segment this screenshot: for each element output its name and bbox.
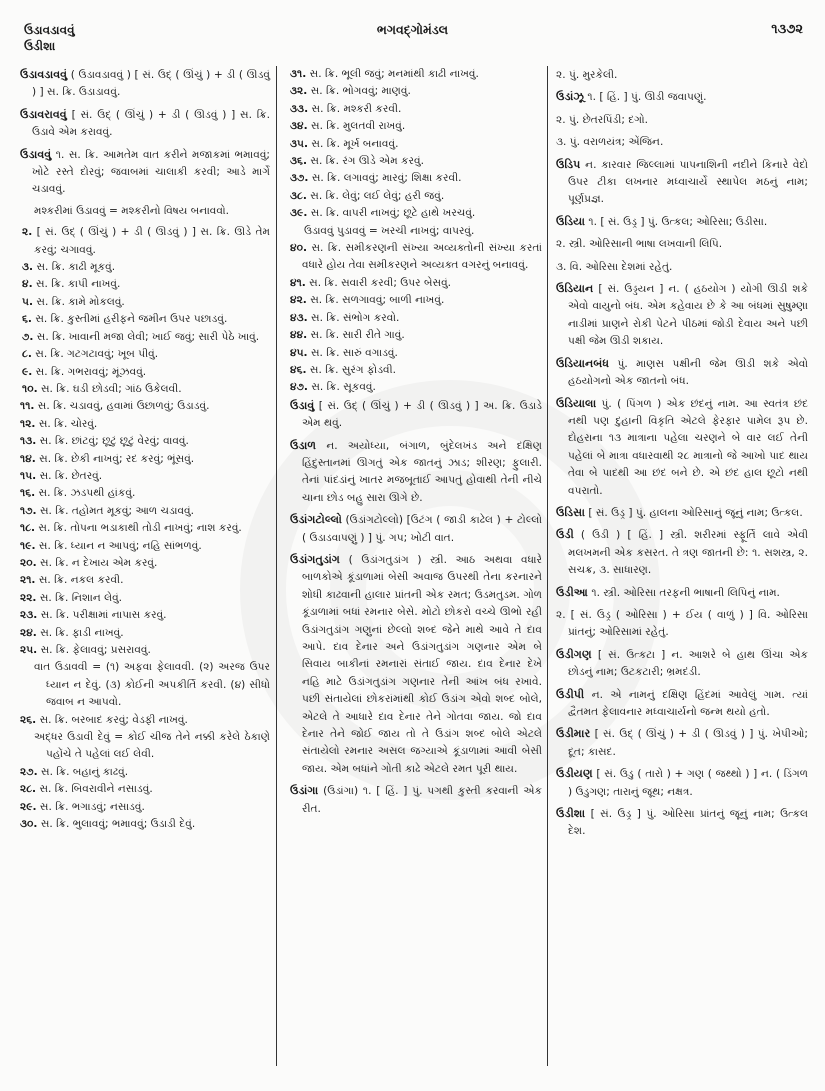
- headword: ઉડિયાલા: [556, 396, 597, 410]
- definition: (ઉડાંગટોલ્લો) [ઉટંગ ( જાડી કાઢેલ ) + ટોલ્લો ( ઉડાડવાપણું ) ] પું. ગપ; ખોટી વાત.: [302, 514, 542, 544]
- sense: ૪૪. સ. ક્રિ. સારી રીતે ગાવું.: [290, 329, 405, 342]
- column-divider: [547, 66, 548, 1066]
- definition: [ સં. ઉદ્ ( ઊંચું ) + ડી ( ઊડવું ) ] સ. ક્રિ. ઉડાવે એમ કરાવવું.: [32, 108, 270, 139]
- dictionary-entry: [556, 646, 808, 682]
- idiom: ઉડાવવું પુડાવવું = ખરચી નાખવું; વાપરવું.: [304, 224, 475, 237]
- sense: ૪૩. સ. ક્રિ. સંભોગ કરવો.: [290, 311, 400, 324]
- definition: ૨. પું. છેતરપિંડી; દગો.: [556, 113, 648, 126]
- sense: ૩૧. સ. ક્રિ. ભૂલી જવું; મનમાંથી કાઢી નાખવું.: [290, 68, 479, 80]
- sense: ૩. સ. ક્રિ. કાઢી મૂકવું.: [22, 261, 116, 274]
- definition: ૧. [ હિં. ] પું. ઊડી જવાપણું.: [587, 91, 707, 104]
- headword: ઉડાંગટોલ્લો: [290, 513, 342, 527]
- sense: ૪૦. સ. ક્રિ. સમીકરણની સંખ્યા અવ્યક્તોની સંખ્યા કરતાં વધારે હોય તેવા સમીકરણને અવ્યક્ત વગરનું બનાવવું.: [290, 242, 542, 272]
- dictionary-entry: [556, 280, 808, 351]
- definition: ૨. [ સં. ઉડ્ર ( ઓરિસા ) + ઈય ( વાળું ) ] વિ. ઓરિસા પ્રાંતનું; ઓરિસામાં રહેતું.: [556, 608, 808, 639]
- headword: ઉડાવરાવવું: [20, 107, 67, 121]
- dictionary-entry: [556, 606, 808, 642]
- definition: (ઉડાંગા) ૧. [ હિં. ] પું. પગથી કુસ્તી કરવાની એક રીત.: [302, 785, 542, 815]
- dictionary-entry: [556, 395, 808, 500]
- sense: ૧૩. સ. ક્રિ. છાંટવું; છૂટું છૂટું વેરવું; વાવવું.: [20, 435, 189, 448]
- sense: ૨૪. સ. ક્રિ. ફાડી નાખવું.: [20, 626, 124, 639]
- sense: ૮. સ. ક્રિ. ગટગટાવવું; ખૂબ પીવું.: [22, 348, 159, 361]
- sense: ૩૪. સ. ક્રિ. મુલતવી રાખવું.: [290, 120, 406, 133]
- headword: ઉડીયણ: [556, 767, 593, 781]
- dictionary-entry: [556, 526, 808, 579]
- page-number: ૧૩૭૨: [771, 22, 803, 37]
- sense: ૧૧. સ. ક્રિ. ચડાવવું, હવામાં ઉછાળવું; ઉડાડવું.: [20, 400, 210, 413]
- definition: [ સં. ઉદ્ ( ઊંચું ) + ડી ( ઊડવું ) ] અ. ક્રિ. ઉડાડે એમ થવું.: [302, 399, 542, 430]
- sense: ૪૫. સ. ક્રિ. સારું વગાડવું.: [290, 346, 398, 359]
- sense: ૧૮. સ. ક્રિ. તોપના ભડાકાથી તોડી નાખવું; નાશ કરવું.: [20, 522, 242, 535]
- dictionary-entry: [556, 725, 808, 761]
- dictionary-entry: [290, 397, 542, 433]
- dictionary-entry: [20, 146, 270, 199]
- sense: ૪૨. સ. ક્રિ. સળગાવવું; બાળી નાખવું.: [290, 294, 445, 307]
- definition: ન. કારવાર જિલ્લામાં પાપનાશિની નદીને કિનારે વેદો ઉપર ટીકા લખનાર મધ્વાચાર્યે સ્થાપેલ મઠનું નામ; પૂર્ણપ્રજ્ઞ.: [568, 158, 808, 206]
- sense: ૨૯. સ. ક્રિ. ભગાડવું; નસાડવું.: [20, 800, 145, 813]
- definition: [ સં. ઉડ્ર ] પું. હાલના ઓરિસાનું જૂનું નામ; ઉત્કલ.: [588, 506, 803, 519]
- column-divider: [276, 66, 277, 1066]
- sense: ૨. [ સં. ઉદ્ ( ઊંચું ) + ડી ( ઊડવું ) ] સ. ક્રિ. ઊડે તેમ કરવું; ચગાવવું.: [22, 226, 271, 256]
- sense: ૩૮. સ. ક્રિ. લેવું; લઈ લેવું; હરી જવું.: [290, 189, 445, 202]
- definition: ૩. વિ. ઓરિસા દેશમાં રહેતું.: [556, 260, 673, 273]
- headword: ઉડિપ: [556, 157, 581, 171]
- sense: ૧૦. સ. ક્રિ. ઘડી છોડવી; ગાંઠ ઉકેલવી.: [22, 382, 182, 395]
- sense: ૨૨. સ. ક્રિ. નિશાન લેવું.: [20, 591, 123, 604]
- dictionary-entry: [290, 437, 542, 508]
- definition: પું. ( પિંગળ ) એક છંદનું નામ. આ સ્વતંત્ર છંદ નથી પણ દુહાની વિકૃતિ એટલે ફેરફાર પામેલ રૂપ છે. દોહરાના ૧૩ માત્રાના પહેલા ચરણને બે વાર લઈ તેની પહેલાં બે માત્રા વધારવાથી ૨૮ માત્રાનો જે આખો પાદ થાય તેવા બે પાદથી આ છંદ બને છે. એ છંદ હાલ છૂટો નથી વપરાતો.: [568, 397, 808, 497]
- headword: ઉડી: [556, 528, 574, 542]
- headword: ઉડાવવું: [20, 147, 52, 161]
- sense: ૭. સ. ક્રિ. ખાવાની મજા લેવી; ખાઈ જવું; સારી પેઠે ખાવું.: [22, 330, 260, 343]
- dictionary-entry: [556, 66, 808, 84]
- sense: ૧૯. સ. ક્રિ. ધ્યાન ન આપવું; નહિ સાંભળવું.: [20, 539, 202, 552]
- headword: ઉડીશા: [556, 807, 586, 821]
- dictionary-entry: [556, 765, 808, 801]
- headword: ઉડિયાન: [556, 282, 594, 296]
- column-3: [556, 66, 808, 845]
- guide-word-first: ઉડાવડાવવું: [24, 23, 75, 37]
- sense: ૪૧. સ. ક્રિ. સવારી કરવી; ઉપર બેસવું.: [290, 276, 452, 289]
- dictionary-entry: [556, 213, 808, 231]
- definition: ૨. સ્ત્રી. ઓરિસાની ભાષા લખવાની લિપિ.: [556, 238, 723, 251]
- definition: [ સં. ઉડુ ( તારો ) + ગણ ( જથ્થો ) ] ન. ( ડિંગળ ) ઉડુગણ; તારાનું જૂથ; નક્ષત્ર.: [568, 768, 808, 798]
- definition: [ સં. ઉડ્ર ] પું. ઓરિસા પ્રાંતનું જૂનું નામ; ઉત્કલ દેશ.: [568, 808, 809, 838]
- sense: ૩૬. સ. ક્રિ. રંગ ઊડે એમ કરવું.: [290, 155, 424, 168]
- sense: ૩૩. સ. ક્રિ. મશ્કરી કરવી.: [290, 102, 402, 115]
- definition: ( ઉડાવડાવવું ) [ સં. ઉદ્ ( ઊંચું ) + ડી ( ઊડવું ) ] સ. ક્રિ. ઉડાડાવવું.: [32, 69, 270, 99]
- dictionary-entry: [556, 156, 808, 209]
- definition: ૨. પું. મુરકેલી.: [556, 69, 618, 81]
- sense: ૨૫. સ. ક્રિ. ફેલાવવું; પ્રસરાવવું.: [20, 644, 151, 656]
- definition: ૧. સ્ત્રી. ઓરિસા તરફની ભાષાની લિપિનું નામ.: [591, 586, 780, 599]
- definition: ન. અયોધ્યા, બંગાળ, બુંદેલખંડ અને દક્ષિણ હિંદુસ્તાનમાં ઊગતું એક જાતનું ઝાડ; શીરણ; ફુલારી. તેનાં પાંદડાંનું ખાતર મજબૂતાઈ આપતું હોવાથી તેની નીચે ચાના છોડ બહુ સારા ઊગે છે.: [302, 439, 542, 504]
- sense: ૧૨. સ. ક્રિ. ચોરવું.: [20, 417, 98, 430]
- sense: ૩૨. સ. ક્રિ. ભોગવવું; માણવું.: [290, 85, 411, 98]
- sense: ૩૦. સ. ક્રિ. ભુલાવવું; ભમાવવું; ઉડાડી દેવું.: [20, 818, 196, 831]
- idiom: મશ્કરીમાં ઉડાવવું = મશ્કરીનો વિષય બનાવવો.: [34, 204, 229, 217]
- definition: [ સં. ઉત્કટા ] ન. આશરે બે હાથ ઊંચા એક છોડનું નામ; ઉટકટારી; ભ્રમદંડી.: [568, 648, 808, 679]
- idiom: અદ્ધર ઉડાવી દેવું = કોઈ ચીજ તેને નક્કી કરેલે ઠેકાણે પહોંચે તે પહેલાં લઈ લેવી.: [34, 731, 270, 761]
- headword: ઉડિયાનબંધ: [556, 356, 610, 370]
- sense: ૧૪. સ. ક્રિ. છેકી નાખવું; રદ કરવું; ભૂંસવું.: [20, 452, 195, 465]
- sense: ૨૮. સ. ક્રિ. બિવરાવીને નસાડવું.: [20, 783, 153, 796]
- dictionary-entry: [556, 504, 808, 522]
- sense: ૩૫. સ. ક્રિ. મૂર્ખ બનાવવું.: [290, 137, 399, 150]
- dictionary-entry: [556, 133, 808, 151]
- definition: ૧. સ. ક્રિ. આમતેમ વાત કરીને મજાકમાં ભમાવવું; ખોટે રસ્તે દોરવું; જવાબમાં ચાલાકી કરવી; આડે માર્ગે ચડાવવું.: [32, 148, 270, 196]
- dictionary-entry: [556, 111, 808, 129]
- dictionary-entry: [556, 88, 808, 106]
- sense: ૨૭. સ. ક્રિ. બહાનું કાઢવું.: [20, 765, 129, 778]
- dictionary-entry: [556, 584, 808, 602]
- dictionary-entry: [20, 66, 270, 102]
- definition: ( ઉડાંગતુડાંગ ) સ્ત્રી. આઠ અથવા વધારે બાળકોએ કૂંડાળામાં બેસી અવાજ ઉપરથી તેના કરનારને શોધી કાઢવાની હાલાર પ્રાંતની એક રમત; ઉડમતુડમ. ગોળ કૂંડાળામાં બધાં રમનાર બેસે. મોટો છોકરો વચ્ચે ઊભો રહી ઉડાંગતુડાંગ ગણુનાં છેલ્લો શબ્દ જેને માથે આવે તે દાવ આપે. દાવ દેનાર અને ઉડાંગતુડાંગ ગણનાર એમ બે સિવાય બાકીનાં રમનારાં સંતાઈ જાય. દાવ દેનાર દેખે નહિ માટે ઉડાંગતુડાંગ ગણનાર તેની આંખ બંધ રખાવે. પછી સંતાયેલાં છોકરાંમાંથી કોઈ ઉડાંગ એવો શબ્દ બોલે, એટલે તે આધારે દાવ દેનાર તેને ગોતવા જાય. જો દાવ દેનાર તેને જોઈ જાય તો તે ઉડાંગ શબ્દ બોલે એટલે સંતાયેલો રમનાર અસલ જગ્યાએ કૂંડાળામાં આવી બેસી જાય. એમ બધાંને ગોતી કાઢે એટલે રમત પૂરી થાય.: [302, 553, 542, 775]
- dictionary-entry: [290, 551, 542, 778]
- guide-word-last: ઉડીશા: [24, 39, 56, 53]
- sense: ૫. સ. ક્રિ. કામે મોકલવું.: [22, 295, 125, 308]
- headword: ઉડાવું: [290, 398, 315, 412]
- sense: ૩૭. સ. ક્રિ. લગાવવું; મારવું; શિક્ષા કરવી.: [290, 172, 462, 185]
- column-2: [290, 66, 542, 822]
- dictionary-entry: [556, 805, 808, 841]
- definition: પું. માણસ પક્ષીની જેમ ઊડી શકે એવો હઠયોગનો એક જાતનો બંધ.: [568, 357, 808, 388]
- sense: ૧૫. સ. ક્રિ. છેતરવું.: [20, 469, 103, 482]
- headword: ઉડિયા: [556, 214, 586, 228]
- definition: [ સં. ઉડ્ડયન ] ન. ( હઠયોગ ) યોગી ઊડી શકે એવો વાયુનો બંધ. એમ કહેવાય છે કે આ બંધમાં સુષુમ્ણા નાડીમાં પ્રાણને રોકી પેટને પીઠમાં જોડી દેવાય અને પછી પક્ષી જેમ ઊડી શકાય.: [568, 283, 808, 348]
- definition: ૧. [ સં. ઉડ્ર ] પું. ઉત્કલ; ઓરિસા; ઉડીસા.: [588, 215, 768, 228]
- definition: ન. એ નામનું દક્ષિણ હિંદમાં આવેલું ગામ. ત્યાં દ્વૈતમત ફેલાવનાર મધ્વાચાર્યનો જન્મ થયો હતો.: [568, 688, 808, 718]
- definition: ૩. પું. વરાળયંત્ર; એંજિન.: [556, 136, 664, 149]
- definition: [ સં. ઉદ્ ( ઊંચું ) + ડી ( ઊડવું ) ] પું. ખેપીઓ; દૂત; કાસદ.: [568, 728, 809, 758]
- headword: ઉડાંઝૂ: [556, 90, 585, 104]
- headword: ઉડાળ: [290, 438, 317, 452]
- sense: ૨૬. સ. ક્રિ. બરબાદ કરવું; વેડફી નાખવું.: [20, 713, 188, 726]
- dictionary-entry: [556, 686, 808, 722]
- sense: ૧૬. સ. ક્રિ. ઝડપથી હાંકવું.: [20, 487, 136, 500]
- sense: ૨૩. સ. ક્રિ. પરીક્ષામાં નાપાસ કરવું.: [20, 609, 167, 622]
- dictionary-entry: [20, 106, 270, 142]
- idiom: વાત ઉડાવવી = (૧) અફવા ફેલાવવી. (૨) અરજ ઉપર ધ્યાન ન દેવું. (૩) કોઈની અપકીર્તિ કરવી. (૪) સીધો જવાબ ન આપવો.: [34, 661, 270, 709]
- headword: ઉડીપી: [556, 687, 585, 701]
- headword: ઉડીમાર: [556, 727, 591, 741]
- headword: ઉડીગણ: [556, 647, 592, 661]
- headword: ઉડિસા: [556, 505, 585, 519]
- dictionary-entry: [556, 355, 808, 391]
- dictionary-entry: [290, 782, 542, 818]
- sense: ૩૯. સ. ક્રિ. વાપરી નાખવું; છૂટે હાથે ખરચવું.: [290, 207, 476, 220]
- column-1: [20, 66, 270, 833]
- sense: ૪. સ. ક્રિ. કાપી નાખવું.: [22, 278, 121, 291]
- sense: ૯. સ. ક્રિ. ગભરાવવું; મૂંઝવવું.: [22, 365, 147, 378]
- sense: ૨૦. સ. ક્રિ. ન દેખાય એમ કરવું.: [20, 556, 158, 569]
- sense: ૬. સ. ક્રિ. કુસ્તીમાં હરીફને જમીન ઉપર પછાડવું.: [22, 313, 228, 326]
- sense: ૪૭. સ. ક્રિ. સૂકવવું.: [290, 381, 376, 394]
- sense: ૪૬. સ. ક્રિ. સુરંગ ફોડવી.: [290, 363, 397, 376]
- dictionary-entry: [556, 258, 808, 276]
- headword: ઉડાંગતુડાંગ: [290, 552, 340, 566]
- dictionary-entry: [290, 511, 542, 547]
- sense: ૧૭. સ. ક્રિ. તહોમત મૂકવું; આળ ચડાવવું.: [20, 504, 195, 517]
- sense: ૨૧. સ. ક્રિ. નકલ કરવી.: [20, 574, 124, 587]
- book-title: ભગવદ્ગોમંડલ: [376, 22, 449, 37]
- headword: ઉડાંગા: [290, 784, 319, 798]
- dictionary-entry: [556, 235, 808, 253]
- definition: ( ઉડી ) [ હિં. ] સ્ત્રી. શરીરમાં સ્ફૂર્તિ લાવે એવી મલખમની એક કસરત. તે ત્રણ જાતની છે: ૧. સશસ્ત્ર, ૨. સચક્ર, ૩. સાધારણ.: [568, 529, 808, 577]
- headword: ઉડીઆ: [556, 585, 589, 599]
- headword: ઉડાવડાવવું: [20, 68, 68, 81]
